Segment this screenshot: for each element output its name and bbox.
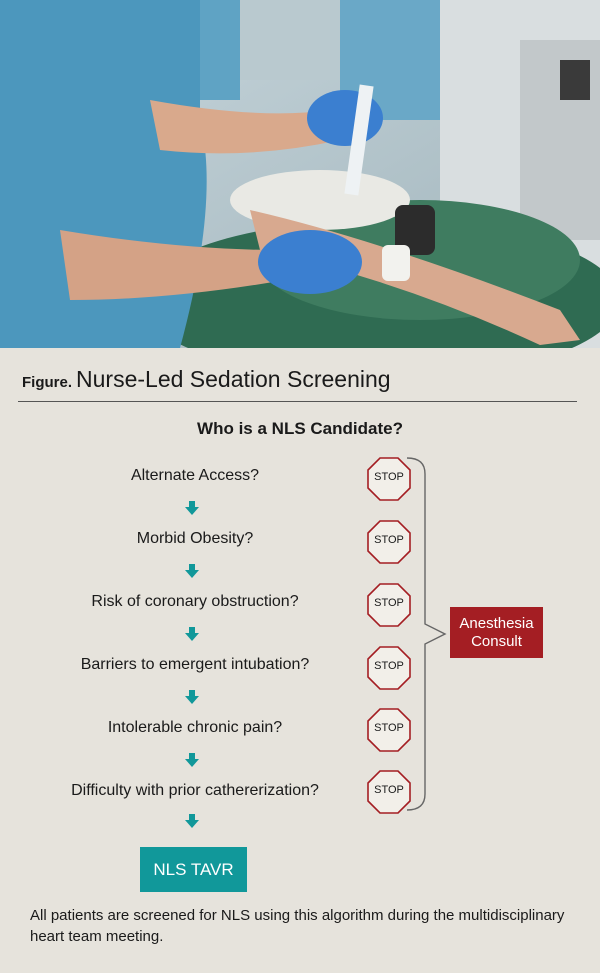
flowchart-heading: Who is a NLS Candidate?: [197, 419, 403, 438]
nurse-sedation-photo: [0, 0, 600, 348]
arrow-down-icon: [185, 753, 199, 767]
stop-label: STOP: [374, 722, 404, 734]
figure-label: Figure.: [22, 374, 73, 391]
figure-title: [22, 366, 391, 393]
arrow-down-icon: [185, 814, 199, 828]
question-prior-catheterization: Difficulty with prior cathererization?: [71, 782, 319, 799]
arrow-down-icon: [185, 690, 199, 704]
anesthesia-consult-box: [450, 607, 543, 658]
stop-label: STOP: [374, 471, 404, 483]
question-coronary-obstruction: Risk of coronary obstruction?: [91, 593, 299, 610]
nls-tavr-box: NLS TAVR: [140, 847, 247, 892]
consult-line2: Consult: [471, 632, 522, 650]
consult-line1: Anesthesia: [459, 614, 534, 632]
figure-title-text: Nurse-Led Sedation Screening: [76, 366, 391, 392]
question-alternate-access: Alternate Access?: [130, 467, 260, 484]
footnote: All patients are screened for NLS using this algorithm during the multidisciplinary heart team meeting.: [30, 907, 565, 945]
arrow-down-icon: [185, 627, 199, 641]
stop-label: STOP: [374, 534, 404, 546]
question-chronic-pain: Intolerable chronic pain?: [107, 719, 283, 736]
question-morbid-obesity: Morbid Obesity?: [136, 530, 254, 547]
header-photo: [0, 0, 600, 348]
brace-connector: [405, 456, 450, 812]
title-divider: [18, 401, 577, 402]
arrow-down-icon: [185, 564, 199, 578]
stop-label: STOP: [374, 660, 404, 672]
stop-label: STOP: [374, 784, 404, 796]
stop-label: STOP: [374, 597, 404, 609]
question-emergent-intubation: Barriers to emergent intubation?: [80, 656, 310, 673]
arrow-down-icon: [185, 501, 199, 515]
